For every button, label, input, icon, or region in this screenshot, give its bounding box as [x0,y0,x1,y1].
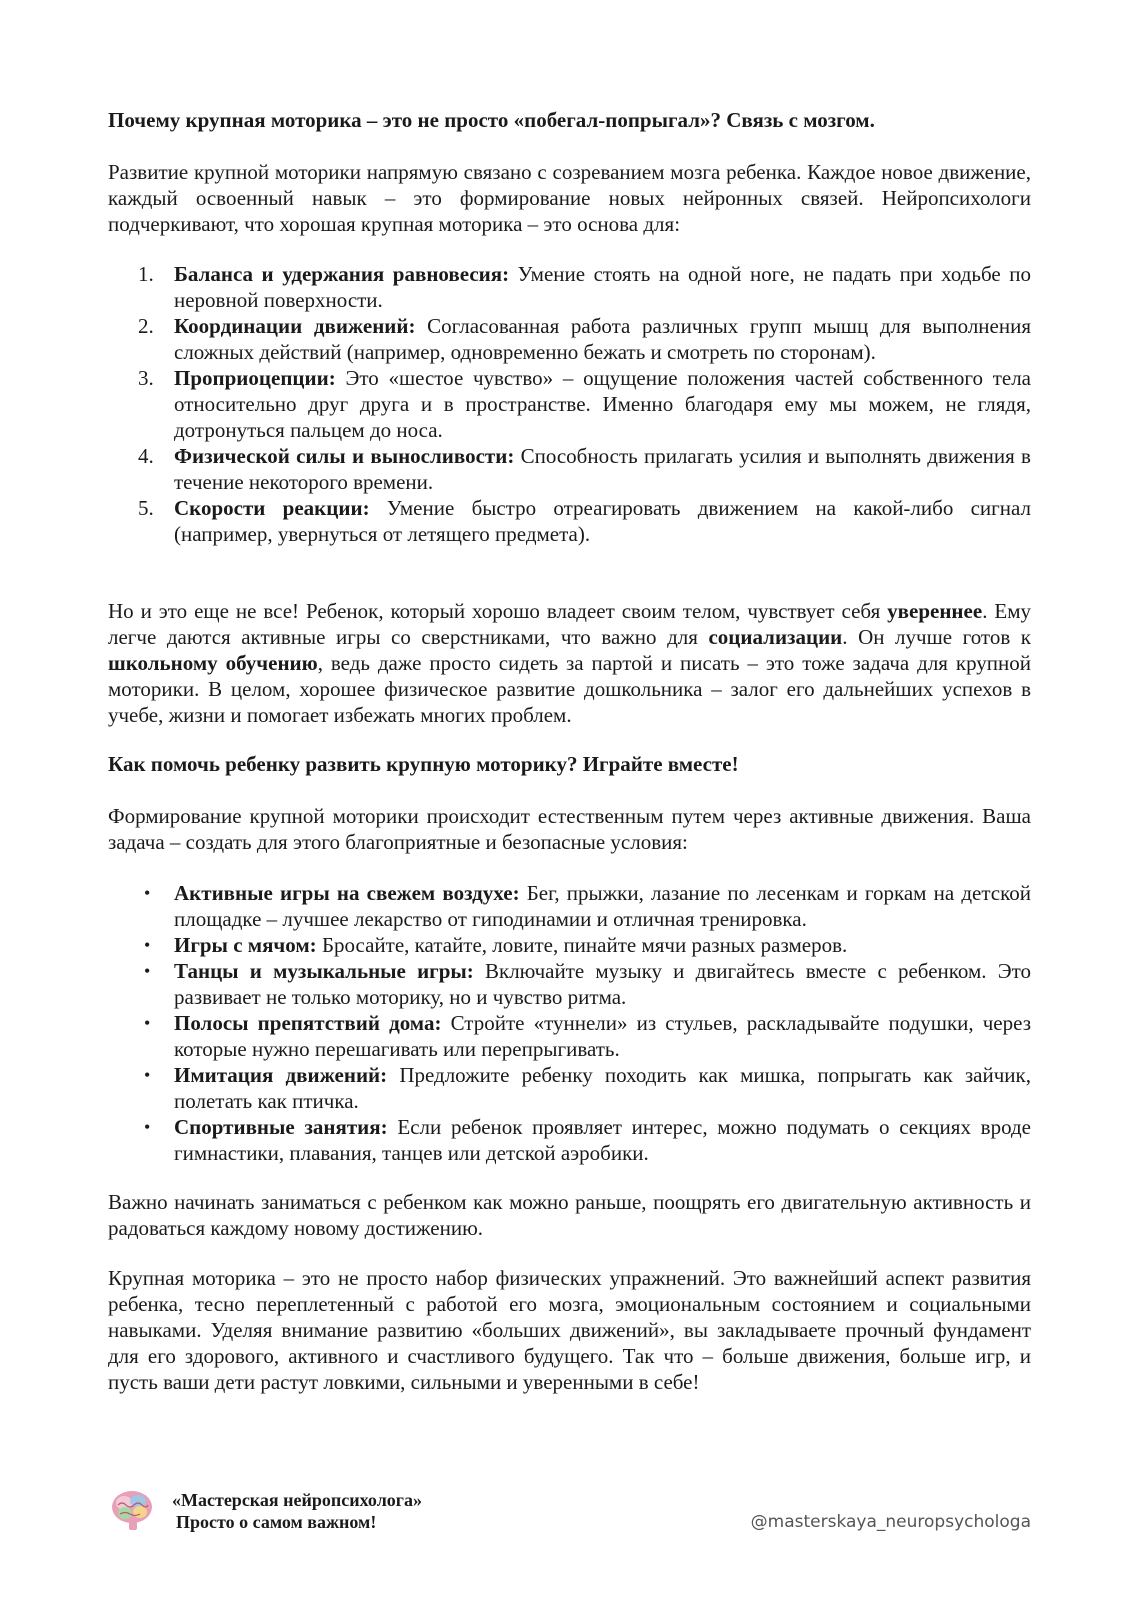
list-text: Способность прилагать усилия и выполнять движения в течение некоторого времени. [174,444,1031,494]
emphasis-school: школьному обучению [108,651,318,675]
paragraph-text: . Ему легче даются активные игры со сверстниками, что важно для [108,599,1031,649]
list-number: 1. [138,262,154,286]
list-term: Активные игры на свежем воздухе: [174,881,520,905]
bullet-glyph: • [144,961,151,981]
list-text: Бег, прыжки, лазание по лесенкам и горкам на детской площадке – лучшее лекарство от гиподинамии и отличная тренировка. [174,881,1031,931]
list-number: 5. [138,496,154,520]
list-text: Умение стоять на одной ноге, не падать при ходьбе по неровной поверхности. [174,262,1031,312]
list-term: Проприоцепции: [174,366,336,390]
list-term: Скорости реакции: [174,496,370,520]
list-item [108,365,1031,443]
list-term: Спортивные занятия: [174,1115,388,1139]
section-heading-play: Как помочь ребенку развить крупную моторику? Играйте вместе! [108,752,739,776]
bullet-glyph: • [144,1065,151,1085]
paragraph-text: . Он лучше готов к [842,625,1031,649]
list-term: Полосы препятствий дома: [174,1011,442,1035]
intro-paragraph: Развитие крупной моторики напрямую связано с созреванием мозга ребенка. Каждое новое движение, каждый освоенный навык – это формирование новых нейронных связей. Нейропсихологи подчеркивают, что хорошая крупная моторика – это основа для: [108,160,1031,236]
list-item [108,261,1031,313]
list-item [108,880,1031,932]
list-item [108,1062,1031,1114]
paragraph-text: Но и это еще не все! Ребенок, который хорошо владеет своим телом, чувствует себя [108,599,888,623]
list-item [108,443,1031,495]
list-item [108,495,1031,547]
benefits-list [108,261,1031,547]
list-text: Это «шестое чувство» – ощущение положения частей собственного тела относительно друг друга и в пространстве. Именно благодаря ему мы можем, не глядя, дотронуться пальцем до носа. [174,366,1031,442]
bullet-glyph: • [144,883,151,903]
list-item [108,958,1031,1010]
list-item [108,1010,1031,1062]
bullet-glyph: • [144,935,151,955]
brand-tagline: Просто о самом важном! [176,1512,377,1532]
colorful-brain-icon [108,1485,156,1533]
list-text: Стройте «туннели» из стульев, раскладывайте подушки, через которые нужно перешагивать или перепрыгивать. [174,1011,1031,1061]
list-term: Игры с мячом: [174,933,317,957]
bullet-glyph: • [144,1117,151,1137]
conclusion-paragraph: Крупная моторика – это не просто набор физических упражнений. Это важнейший аспект развития ребенка, тесно переплетенный с работой его мозга, эмоциональным состоянием и социальными навыками. Уделяя внимание развитию «больших движений», вы закладываете прочный фундамент для его здорового, активного и счастливого будущего. Так что – больше движения, больше игр, и пусть ваши дети растут ловкими, сильными и уверенными в себе! [108,1266,1031,1394]
list-text: Предложите ребенку походить как мишка, попрыгать как зайчик, полетать как птичка. [174,1063,1031,1113]
list-number: 3. [138,366,154,390]
bullet-glyph: • [144,1013,151,1033]
list-term: Имитация движений: [174,1063,388,1087]
list-text: Согласованная работа различных групп мышц для выполнения сложных действий (например, одновременно бежать и смотреть по сторонам). [174,314,1032,364]
brand-name: «Мастерская нейропсихолога» [172,1490,422,1510]
play-intro-paragraph: Формирование крупной моторики происходит естественным путем через активные движения. Ваша задача – создать для этого благоприятные и безопасные условия: [108,804,1031,854]
activities-list [108,880,1031,1166]
confidence-paragraph [108,598,1031,728]
list-item [108,1114,1031,1166]
list-number: 4. [138,444,154,468]
paragraph-text: , ведь даже просто сидеть за партой и писать – это тоже задача для крупной моторики. В целом, хорошее физическое развитие дошкольника – залог его дальнейших успехов в учебе, жизни и помогает избежать многих проблем. [108,651,1032,727]
list-term: Танцы и музыкальные игры: [174,959,474,983]
list-item [108,932,1031,958]
emphasis-socialization: социализации [708,625,843,649]
list-item [108,313,1031,365]
list-term: Координации движений: [174,314,416,338]
emphasis-confidence: увереннее [887,599,983,623]
page-footer [108,1485,1031,1537]
list-term: Физической силы и выносливости: [174,444,515,468]
list-term: Баланса и удержания равновесия: [174,262,510,286]
list-text: Бросайте, катайте, ловите, пинайте мячи разных размеров. [316,933,848,957]
social-handle: @masterskaya_neuropsychologa [750,1512,1031,1532]
section-heading-brain: Почему крупная моторика – это не просто «побегал-попрыгал»? Связь с мозгом. [108,108,875,132]
list-text: Включайте музыку и двигайтесь вместе с ребенком. Это развивает не только моторику, но и чувство ритма. [174,959,1031,1009]
list-text: Если ребенок проявляет интерес, можно подумать о секциях вроде гимнастики, плавания, танцев или детской аэробики. [174,1115,1031,1165]
list-number: 2. [138,314,154,338]
list-text: Умение быстро отреагировать движением на какой-либо сигнал (например, увернуться от летящего предмета). [174,496,1031,546]
early-start-paragraph: Важно начинать заниматься с ребенком как можно раньше, поощрять его двигательную активность и радоваться каждому новому достижению. [108,1190,1031,1240]
